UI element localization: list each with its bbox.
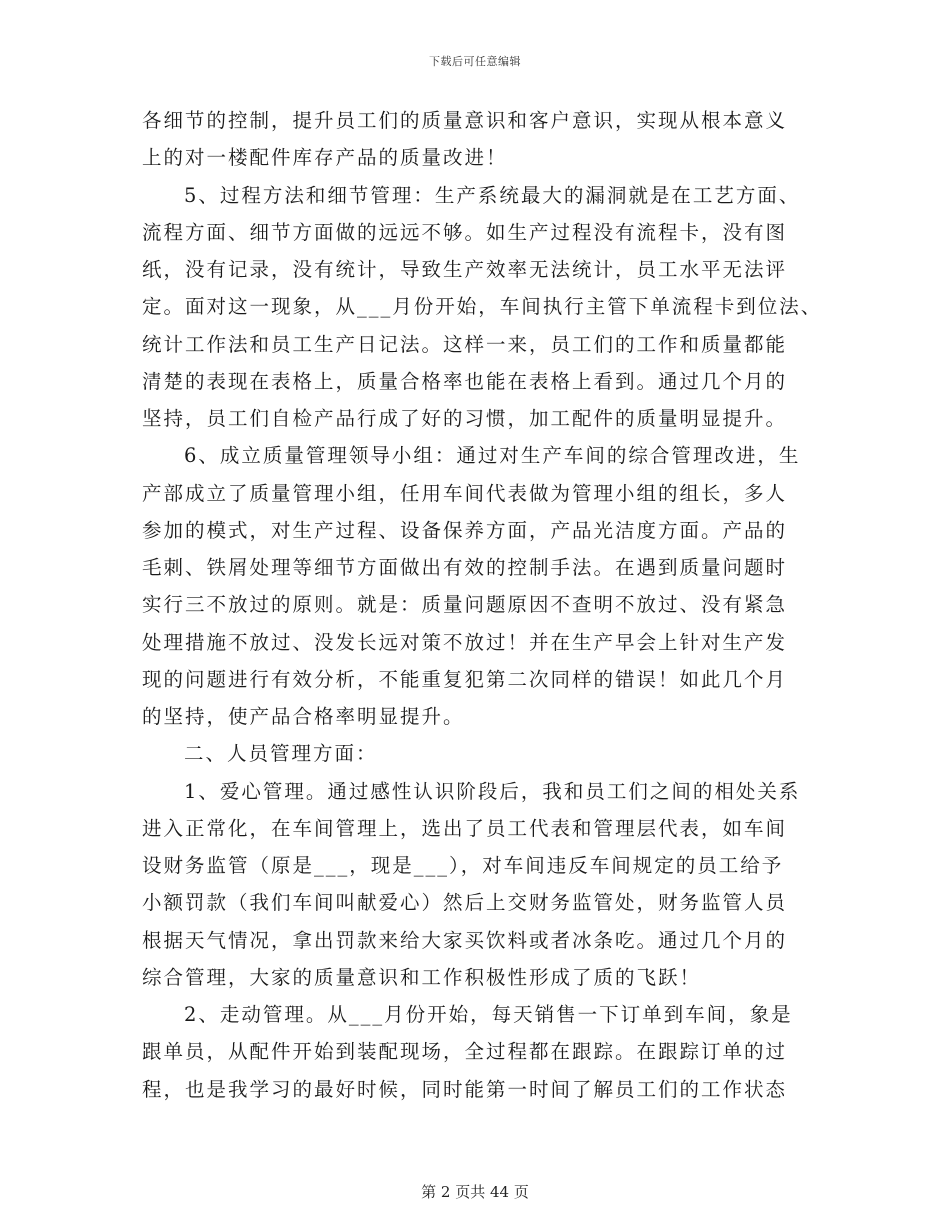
text-line: 定。面对这一现象，从___月份开始，车间执行主管下单流程卡到位法、 (142, 295, 823, 319)
text-line: 毛刺、铁屑处理等细节方面做出有效的控制手法。在遇到质量问题时 (142, 556, 788, 579)
page-footer: 第 2 页共 44 页 (421, 1183, 529, 1201)
text-line: 程，也是我学习的最好时候，同时能第一时间了解员工们的工作状态 (142, 1077, 788, 1101)
text-line: 5、过程方法和细节管理：生产系统最大的漏洞就是在工艺方面、 (184, 183, 801, 207)
text-line: 小额罚款（我们车间叫献爱心）然后上交财务监管处，财务监管人员 (142, 891, 788, 915)
text-line: 坚持，员工们自检产品行成了好的习惯，加工配件的质量明显提升。 (142, 407, 788, 430)
document-body (142, 102, 822, 1108)
text-line: 统计工作法和员工生产日记法。这样一来，员工们的工作和质量都能 (142, 332, 788, 356)
text-line: 参加的模式，对生产过程、设备保养方面，产品光洁度方面。产品的 (142, 518, 788, 542)
text-line: 二、人员管理方面： (184, 742, 378, 766)
text-line: 处理措施不放过、没发长远对策不放过！并在生产早会上针对生产发 (142, 630, 788, 654)
text-line: 2、走动管理。从___月份开始，每天销售一下订单到车间，象是 (184, 1003, 793, 1026)
text-line: 进入正常化，在车间管理上，选出了员工代表和管理层代表，如车间 (142, 816, 788, 840)
text-line: 流程方面、细节方面做的远远不够。如生产过程没有流程卡，没有图 (142, 220, 788, 244)
text-line: 清楚的表现在表格上，质量合格率也能在表格上看到。通过几个月的 (142, 369, 788, 393)
text-line: 根据天气情况，拿出罚款来给大家买饮料或者冰条吃。通过几个月的 (142, 928, 788, 952)
text-line: 1、爱心管理。通过感性认识阶段后，我和员工们之间的相处关系 (184, 779, 801, 803)
text-line: 上的对一楼配件库存产品的质量改进！ (142, 146, 508, 170)
text-line: 6、成立质量管理领导小组：通过对生产车间的综合管理改进，生 (184, 444, 801, 468)
text-line: 产部成立了质量管理小组，任用车间代表做为管理小组的组长，多人 (142, 481, 788, 505)
text-line: 实行三不放过的原则。就是：质量问题原因不查明不放过、没有紧急 (142, 593, 788, 617)
text-line: 的坚持，使产品合格率明显提升。 (142, 705, 465, 728)
text-line: 设财务监管（原是___，现是___），对车间违反车间规定的员工给予 (142, 854, 784, 877)
text-line: 跟单员，从配件开始到装配现场，全过程都在跟踪。在跟踪订单的过 (142, 1040, 788, 1064)
page-header: 下载后可任意编辑 (429, 55, 521, 68)
text-line: 现的问题进行有效分析，不能重复犯第二次同样的错误！如此几个月 (142, 667, 788, 691)
text-line: 综合管理，大家的质量意识和工作积极性形成了质的飞跃！ (142, 965, 702, 989)
text-line: 各细节的控制，提升员工们的质量意识和客户意识，实现从根本意义 (142, 109, 788, 132)
text-line: 纸，没有记录，没有统计，导致生产效率无法统计，员工水平无法评 (142, 258, 788, 281)
